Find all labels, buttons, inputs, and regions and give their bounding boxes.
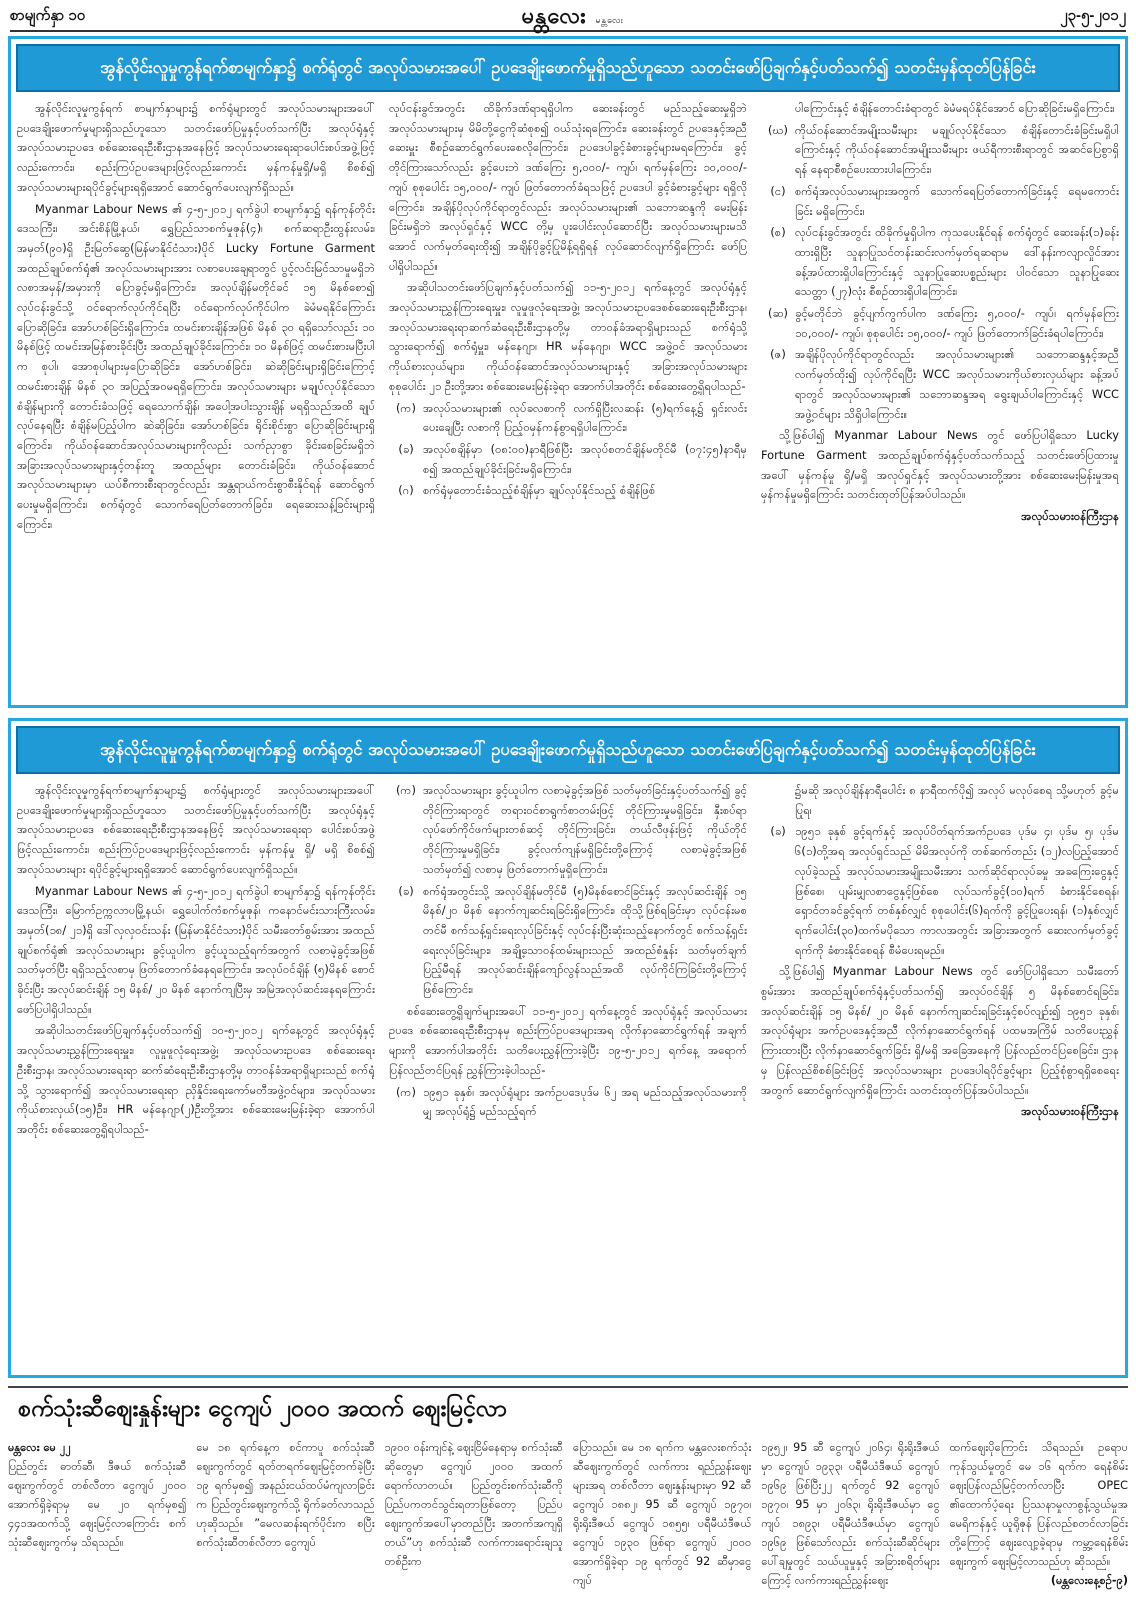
item-label: (က) [395,783,417,797]
article-body [8,1438,1128,1593]
item-text: စက်ရုံအလုပ်သမားများအတွက် သောက်ရေပြတ်တောက်ခြင်းနှင့် ရေမကောင်းခြင်း မရှိကြောင်း၊ [795,183,1119,218]
article-column-1 [8,1438,186,1593]
item-label: (ခ) [770,824,786,839]
instruction-item [761,822,1119,960]
item-text: ၁၉၅၁ ခုနှစ်၊ အလုပ်ရုံများ အက်ဥပဒေပုဒ်မ ၆၂ အရ မည်သည့်အလုပ်သမားကိုမျှ အလုပ်ရုံ၌ မည်သည့်ရက် [423,1084,747,1119]
notice-box-2 [8,718,1128,1378]
finding-item [761,121,1119,180]
finding-item [389,440,747,479]
page-number: စာမျက်နှာ ၁၀ [10,7,86,24]
newspaper-logo [522,1,624,34]
notice-body [17,99,1119,699]
paragraph: Myanmar Labour News ၏ ၄-၅-၂၀၁၂ ရက်ခွဲပါ စာမျက်နှာ၌ ရန်ကုန်တိုင်းဒေသကြီး၊ အင်းစိန်မြို့နယ်၊ ရွှေပြည်သာစက်မှုဇုန်(၄)၊ စက်ဆရာဦးထွန်းလမ်း၊ အမှတ်(၉၀)ရှိ ဦးမြတ်ဆွေ(မြန်မာနိုင်ငံသား)ပိုင် Lucky Fortune Garment အထည်ချုပ်စက်ရုံ၏ အလုပ်သမားများအား လစာပေးချေရာတွင် ပွင့်လင်းမြင်သာမှုမရှိဘဲ လစာအမှန်/အမှားကို ပြောခွင့်မရှိကြောင်း၊ အလုပ်ချိန်မတိုင်ခင် ၁၅ မိနစ်စော၍ လုပ်ငန်းခွင်သို့ ဝင်ရောက်လုပ်ကိုင်ရပြီး ဝင်ရောက်လုပ်ကိုင်ပါက ခဲမံမရနိုင်ကြောင်း ပြောဆိုခြင်း၊ အော်ဟစ်ခြင်းရှိကြောင်း၊ ထမင်းစားချိန်အဖြစ် မိနစ် ၃၀ ရရှိသော်လည်း ၁၀ မိနစ်ဖြင့် ထမင်းအမြန်စားခိုင်းပြီး အထည်ချုပ်ခိုင်းကြောင်း၊ ၁၀ မိနစ်ဖြင့် ထမင်းစားမပြီးပါက စုပါ၊ အောစုပါများမှပြောဆိုခြင်း၊ အော်ဟစ်ခြင်း၊ ဆဲဆိုခြင်းများရှိခြင်းကြောင့် ထမင်းစားချိန် မိနစ် ၃၀ အပြည့်အဝမရရှိကြောင်း၊ အလုပ်သမားများ မချုပ်လုပ်နိုင်သောစံချိန်များကို တောင်းခံသဖြင့် ရေသောက်ချိန်၊ အပေါ့အပါးသွားချိန် မရရှိသည်အထိ ချုပ်လုပ်နေရပြီး စံချိန်မပြည့်ပါက ဆဲဆိုခြင်း၊ အော်ဟစ်ခြင်း၊ ရိုင်းစိုင်းစွာ ပြောဆိုခြင်းများရှိကြောင်း၊ ကိုယ်ဝန်ဆောင်အလုပ်သမားများကိုလည်း သက်ညှာစွာ ခိုင်းစေခြင်းမရှိဘဲ အခြားအလုပ်သမားများနှင့်တန်းတူ အထည်များ တောင်းခံခြင်း၊ ကိုယ်ဝန်ဆောင်အလုပ်သမားများမှာ ယပ်စီကားစီးရာတွင်လည်း အန္တရာယ်ကင်းစွာစီးနိုင်ရန် ဆောင်ရွက်ပေးမှုမရှိကြောင်း၊ စက်ရုံတွင် သောက်ရေပြတ်တောက်ခြင်း၊ ရေဆေးသန့်ခြင်းများရှိကြောင်း၊ [17,201,375,531]
item-text: စက်ရုံမှတောင်းခံသည့်စံချိန်မှာ ချုပ်လုပ်နိုင်သည့် စံချိန်ဖြစ် [423,483,656,498]
finding-item [389,399,747,438]
paragraph: ၁၉၀၀ ဝန်းကျင်နဲ့ ဈေးငြိမ်နေရာမှ စက်သုံးဆီဆိုတွေမှာ ငွေကျပ် ၂၀၀၀ အထက် ရောက်လာတယ်။ ပြည်တွင်းစက်သုံးဆီကို ပြည်ပကတင်သွင်းရတာဖြစ်တော့ ပြည်ပဈေးကွက်အပေါ်မှာတည်ပြီး အတက်အကျရှိတယ်”ဟု စက်သုံးဆီ လက်ကားရောင်းချသူတစ်ဦးက [384,1441,563,1568]
paragraph: စစ်ဆေးတွေ့ရှိချက်များအပေါ် ၁၁-၅-၂၀၁၂ ရက်နေ့တွင် အလုပ်ရုံနှင့် အလုပ်သမားဥပဒေ စစ်ဆေးရေးဦးစီးဌာနမှ စည်းကြပ်ဥပဒေများအရ လိုက်နာဆောင်ရွက်ရန် အချက်များကို အောက်ပါအတိုင်း သတိပေးညွှန်ကြားခဲ့ပြီး ၁၉-၅-၂၀၁၂ ရက်နေ့ အရောက် ပြန်လည်တင်ပြရန် ညွှန်ကြားခဲ့ပါသည်- [389,1003,747,1077]
paragraph: သို့ဖြစ်ပါ၍ Myanmar Labour News တွင် ဖော်ပြပါရှိသော သမီးတော်စွမ်းအား အထည်ချုပ်စက်ရုံနှင့်ပတ်သက်၍ အလုပ်ဝင်ချိန် ၅ မိနစ်စောင်ရခြင်း၊ အလုပ်ဆင်းချိန် ၁၅ မိနစ်/ ၂၀ မိနစ် နောက်ကျဆင်းရခြင်းနှင့်စပ်လျဉ်း၍ ၁၉၅၁ ခုနှစ်၊ အလုပ်ရုံများ အက်ဥပဒေနှင့်အညီ လိုက်နာဆောင်ရွက်ရန် ပထမအကြိမ် သတိပေးညွှန်ကြားထားပြီး လိုက်နာဆောင်ရွက်ခြင်း ရှိ/မရှိ အခြေအနေကို ပြန်လည်တင်ပြစေခြင်း၊ ဌာနမှ ပြန်လည်စိစစ်ခြင်းဖြင့် အလုပ်သမားများ ဥပဒေပါရပိုင်ခွင့်များ ပြည့်စုံစွာရရှိစေရေးအတွက် ဆောင်ရွက်လျက်ရှိကြောင်း သတင်းထုတ်ပြန်အပ်ပါသည်။ [761,964,1119,1097]
article-column-2 [196,1438,374,1593]
notice-column-3 [761,99,1119,699]
notice-column-3 [761,781,1119,1369]
item-label: (ဆ) [768,306,788,321]
finding-item [761,345,1119,424]
paragraph: ပြည်တွင်း ဓာတ်ဆီ၊ ဒီဇယ် စက်သုံးဆီဈေးကွက်တွင် တစ်လီတာ ငွေကျပ် ၂၀၀၀ အောက်ရှိခဲ့ရာမှ မေ ၂၀ ရက်မှစ၍ ၄၄၁အထက်သို့ ဈေးမြင့်လာကြောင်း စက်သုံးဆီဈေးကွက်မှ သိရသည်။ [8,1460,187,1549]
paragraph: အွန်လိုင်းလူမှုကွန်ရက်စာမျက်နှာများ၌ စက်ရုံများတွင် အလုပ်သမားများအပေါ် ဥပဒေချိုးဖောက်မှုများရှိသည်ဟူသော သတင်းဖော်ပြမှုနှင့်ပတ်သက်ပြီး အလုပ်ရုံနှင့် အလုပ်သမားဥပဒေ စစ်ဆေးရေးဦးစီးဌာနအနေဖြင့် အလုပ်သမားရေးရာ ပေါင်းစပ်အဖွဲ့ဖြင့်လည်းကောင်း၊ စည်းကြပ်ဥပဒေများဖြင့်လည်းကောင်း မှန်ကန်မှု ရှိ/ မရှိ စိစစ်၍ အလုပ်သမားများ ရပိုင်ခွင့်များရရှိအောင် ဆောင်ရွက်ပေးလျက်ရှိသည်။ [17,783,375,876]
item-label: (က) [395,400,417,415]
item-text: အလုပ်စချိန်မှာ (၀၈:၀၀)နာရီဖြစ်ပြီး အလုပ်စတင်ချိန်မတိုင်မီ (၀၇:၄၅)နာရီမှစ၍ အထည်ချုပ်ခိုင်းခြင်းမရှိကြောင်း၊ [423,441,747,476]
finding-item [389,882,747,1000]
finding-item-continued [761,99,1119,119]
logo-text: မန္တလေး [521,2,587,29]
item-text: အလုပ်သမားများ၏ လုပ်ခလစာကို လက်ရှိပြီးလဆန်း (၅)ရက်နေ့၌ ရှင်းလင်းပေးချေပြီး လစာကို ပြည့်ဝမှန်ကန်စွာရရှိပါကြောင်း၊ [423,400,747,435]
item-text: ၁၉၅၁ ခုနှစ် ခွင့်ရက်နှင့် အလုပ်ပိတ်ရက်အက်ဥပဒေ ပုဒ်မ ၄၊ ပုဒ်မ ၅၊ ပုဒ်မ ၆(၁)တို့အရ အလုပ်ရှင်သည် မိမိအလုပ်ကို တစ်ဆက်တည်း (၁၂)လပြည့်အောင် လုပ်ခဲ့သည့် အလုပ်သမားအမျိုးသမီးအား သက်ဆိုင်ရာလုပ်ခမှု အခကြေးငွေနှင့်ဖြစ်စေ၊ ပျမ်းမျှလစာငွေနှင့်ဖြစ်စေ လုပ်သက်ခွင့်(၁၀)ရက် ခံစားနိုင်စေရန်၊ ရှောင်တခင်ခွင့်ရက် တစ်နှစ်လျှင် စုစုပေါင်း(၆)ရက်ကို ခွင့်ပြုပေးရန်၊ (၁)နှစ်လျှင် ရက်ပေါင်း(၃၀)ထက်မပိုသော ကာလအတွင်း အခြားအတွက် ဆေးလက်မှတ်ခွင့်ရက်ကို ခံစားနိုင်စေရန် စီမံပေးရမည်။ [795,824,1119,957]
logo-subtitle: မန္တလေး [595,15,624,26]
item-text: လုပ်ငန်းခွင်အတွင်း ထိခိုက်မှုရှိပါက ကုသပေးနိုင်ရန် စက်ရုံတွင် ဆေးခန်း(၁)ခန်း ထားရှိပြီး သူနာပြုသင်တန်းဆင်းလက်မှတ်ရဆရာမ ဒေါ်နန်းကလျာလှိုင်အား ခန့်အပ်ထားရှိပါကြောင်းနှင့် သူနာပြုဆေးပစ္စည်းများ ပါဝင်သော သူနာပြုဆေးသေတ္တာ (၂၇)လုံး စီစဉ်ထားရှိပါကြောင်း၊ [795,225,1119,299]
instruction-item-continued [761,781,1119,820]
item-label: (က) [395,1084,417,1099]
notice-title: အွန်လိုင်းလူမှုကွန်ရက်စာမျက်နှာ၌ စက်ရုံတွင် အလုပ်သမားအပေါ် ဥပဒေချိုးဖောက်မှုရှိသည်ဟူသော သတင်းဖော်ပြချက်နှင့်ပတ်သက်၍ သတင်းမှန်ထုတ်ပြန်ခြင်း [16,44,1120,92]
item-label: (ခ) [398,441,414,456]
item-text: ပါကြောင်းနှင့် စံချိန်တောင်းခံရာတွင် ခဲမံမရပ်နိုင်အောင် ပြောဆိုခြင်းမရှိကြောင်း၊ [795,101,1115,115]
finding-item [761,182,1119,221]
notice-column-2 [389,99,747,699]
item-label: (ဇ) [770,347,786,362]
paragraph: သို့ဖြစ်ပါ၍ Myanmar Labour News တွင် ဖော်ပြပါရှိသော Lucky Fortune Garment အထည်ချုပ်စက်ရုံနှင့်ပတ်သက်သည့် သတင်းဖော်ပြထားမှုအပေါ် မှန်ကန်မှု ရှိ/မရှိ အလုပ်ရှင်နှင့် အလုပ်သမားတို့အား စစ်ဆေးမေးမြန်းမှုအရ မှန်ကန်မှုမရှိကြောင်း သတင်းထုတ်ပြန်အပ်ပါသည်။ [761,428,1119,502]
article-column-5 [761,1438,939,1593]
article-column-4 [573,1438,751,1593]
article-column-3 [385,1438,563,1593]
instruction-item [389,1083,747,1122]
finding-item [761,223,1119,302]
notice-box-1 [8,36,1128,708]
item-text: ၌မဆို အလုပ်ချိန်နာရီပေါင်း ၈ နာရီထက်ပို၍ အလုပ် မလုပ်စေရ သို့မဟုတ် ခွင့်မပြုရ၊ [795,783,1119,817]
signature: အလုပ်သမားဝန်ကြီးဌာန [1021,1104,1119,1119]
paragraph: ၁၉၅၂၊ 95 ဆီ ငွေကျပ် ၂၀၆၄၊ ရိုးရိုးဒီဇယ်မှာ ငွေကျပ် ၁၉၃၃၊ ပရီမီယံဒီဇယ် ငွေကျပ် ၁၉၆၉ ဖြစ်ပြီး၂၂ ရက်တွင် 92 ငွေကျပ် ၁၉၇၀၊ 95 မှာ ၂၀၆၃၊ ရိုးရိုးဒီဇယ်မှာ ငွေကျပ် ၁၈၉၃၊ ပရီမီယံဒီဇယ်မှာ ငွေကျပ် ၁၉၆၉ ဖြစ်သော်လည်း စက်သုံးဆီဆိုင်များပေါ်ချမှုတွင် သယ်ယူမှုနှင့် အခြားစရိတ်များကြောင့် လက်ကားရည်ညွှန်းဈေး [761,1441,940,1587]
article-headline: စက်သုံးဆီဈေးနှုန်းများ ငွေကျပ် ၂၀၀၀ အထက် ဈေးမြင့်လာ [18,1395,508,1422]
item-text: အချိန်ပိုလုပ်ကိုင်ရာတွင်လည်း အလုပ်သမားများ၏ သဘောဆန္ဒနှင့်အညီ လက်မှတ်ထိုး၍ လုပ်ကိုင်ရပြီး WCC အလုပ်သမားကိုယ်စားလှယ်များ ခန့်အပ်ရာတွင် အလုပ်သမားများ၏ သဘောဆန္ဒအရ ရွေးချယ်ပါကြောင်းနှင့် WCC အဖွဲ့ဝင်များ သိရှိပါကြောင်း။ [795,347,1119,421]
paragraph: အဆိုပါသတင်းဖော်ပြချက်နှင့်ပတ်သက်၍ ၁၁-၅-၂၀၁၂ ရက်နေ့တွင် အလုပ်ရုံနှင့် အလုပ်သမားညွှန်ကြားရေးမှူး၊ လူမှုဖူလုံရေးအဖွဲ့၊ အလုပ်သမားဥပဒေစစ်ဆေးရေးဦးစီးဌာန၊ အလုပ်သမားရေးရာဆက်ဆံရေးဦးစီးဌာနတို့မှ တာဝန်ခံအရာရှိများသည် စက်ရုံသို့သွားရောက်၍ စက်ရုံမှူး၊ မန်နေဂျာ၊ HR မန်နေဂျာ၊ WCC အဖွဲ့ဝင် အလုပ်သမားကိုယ်စားလှယ်များ၊ ကိုယ်ဝန်ဆောင်အလုပ်သမားများနှင့် အခြားအလုပ်သမားများ စုစုပေါင်း ၂၁ ဦးတို့အား စစ်ဆေးမေးမြန်းခဲ့ရာ အောက်ပါအတိုင်း စစ်ဆေးတွေ့ရှိရပါသည်- [389,280,747,393]
paragraph: ပြောသည်။ မေ ၁၈ ရက်က မန္တလေးစက်သုံးဆီဈေးကွက်တွင် လက်ကား ရည်ညွှန်းဈေးများအရ တစ်လီတာ ဈေးနှုန်းများမှာ 92 ဆီ ငွေကျပ် ၁၈၈၂၊ 95 ဆီ ငွေကျပ် ၁၉၇၀၊ ရိုးရိုးဒီဇယ် ငွေကျပ် ၁၈၅၅၊ ပရီမီယံဒီဇယ် ငွေကျပ် ၁၉၃၀ ဖြစ်ရာ ငွေကျပ် ၂၀၀၀ အောက်ရှိခဲ့ရာ ၁၉ ရက်တွင် 92 ဆီမှာငွေကျပ် [572,1441,752,1587]
item-text: စက်ရုံအတွင်းသို့ အလုပ်ချိန်မတိုင်မီ (၅)မိနစ်စောင်ခြင်းနှင့် အလုပ်ဆင်းချိန် ၁၅ မိနစ်/၂၀ မိနစ် နောက်ကျဆင်းရခြင်းရှိကြောင်း၊ ထိုသို့ဖြစ်ရခြင်းမှာ လုပ်ငန်းမစတင်မီ စက်သန့်ရှင်းရေးလုပ်ခြင်းနှင့် လုပ်ငန်းပြီးဆုံးသည့်နောက်တွင် စက်သန့်ရှင်းရေးလုပ်ခြင်းများ၊ အချို့သောဝန်ထမ်းများသည် အထည်စံနှုန်း သတ်မှတ်ချက်ပြည့်မီရန် အလုပ်ဆင်းချိန်ကျော်လွန်သည်အထိ လုပ်ကိုင်ကြခြင်းတို့ကြောင့်ဖြစ်ကြောင်း၊ [423,883,747,997]
finding-item [389,781,747,880]
item-label: (စ) [770,225,786,240]
notice-body [17,781,1119,1369]
item-text: အလုပ်သမားများ ခွင့်ယူပါက လစာမဲ့ခွင့်အဖြစ် သတ်မှတ်ခြင်းနှင့်ပတ်သက်၍ ခွင့်တိုင်ကြားရာတွင် တရားဝင်စာရွက်စာတမ်းဖြင့် တိုင်ကြားမှုမရှိခြင်း၊ နှီးစပ်ရာလုပ်ဖော်ကိုင်ဖက်များတစ်ဆင့် တိုင်ကြားခြင်း၊ တယ်လီဖုန်းဖြင့် ကိုယ်တိုင်တိုင်ကြားမှုမရှိခြင်း၊ ခွင့်လက်ကျန်မရှိခြင်းတို့ကြောင့် လစာမဲ့ခွင့်အဖြစ် သတ်မှတ်၍ လစာမှ ဖြတ်တောက်မှုရှိကြောင်း၊ [423,783,747,876]
signature: အလုပ်သမားဝန်ကြီးဌာန [1021,509,1119,524]
paragraph: အွန်လိုင်းလူမှုကွန်ရက် စာမျက်နှာများ၌ စက်ရုံများတွင် အလုပ်သမားများအပေါ် ဥပဒေချိုးဖောက်မှုများရှိသည်ဟူသော သတင်းဖော်ပြမှုနှင့်ပတ်သက်ပြီး အလုပ်ရုံနှင့်အလုပ်သမားဥပဒေ စစ်ဆေးရေးဦးစီးဌာနအနေဖြင့် အလုပ်သမားရေးရာပေါင်းစပ်အဖွဲ့ဖြင့်လည်းကောင်း၊ စည်းကြပ်ဥပဒေများဖြင့်လည်းကောင်း မှန်ကန်မှုရှိ/မရှိ စိစစ်၍ အလုပ်သမားများရပိုင်ခွင့်များရရှိအောင် ဆောင်ရွက်ပေးလျက်ရှိသည်။ [17,101,375,194]
article-column-6 [950,1438,1128,1593]
article-credit: (မန္တလေးနေ့စဉ်-၉) [1050,1574,1128,1587]
item-text: ကိုယ်ဝန်ဆောင်အမျိုးသမီးများ မချုပ်လုပ်နိုင်သော စံချိန်တောင်းခံခြင်းမရှိပါကြောင်းနှင့် ကိုယ်ဝန်ဆောင်အမျိုးသမီးများ ဖယ်ရီကားစီးရာတွင် အဆင်ပြေစွာရှိရန် နေရာစီစဉ်ပေးထားပါကြောင်း၊ [795,122,1119,177]
article-dateline: မန္တလေး မေ ၂၂ [8,1441,71,1454]
notice-column-1 [17,781,375,1369]
notice-title: အွန်လိုင်းလူမှုကွန်ရက်စာမျက်နှာ၌ စက်ရုံတွင် အလုပ်သမားအပေါ် ဥပဒေချိုးဖောက်မှုရှိသည်ဟူသော သတင်းဖော်ပြချက်နှင့်ပတ်သက်၍ သတင်းမှန်ထုတ်ပြန်ခြင်း [16,726,1120,774]
item-label: (င) [770,183,786,198]
finding-item [761,304,1119,343]
paragraph: လုပ်ငန်းခွင်အတွင်း ထိခိုက်ဒဏ်ရာရရှိပါက ဆေးခန်းတွင် မည်သည့်ဆေးမှုရှိဘဲ အလုပ်သမားများမှ မိမိတို့ငွေကိုဆံစုစ၍ ဝယ်သုံးရကြောင်း၊ ဆေးခန်းတွင် ဥပဒေနှင့်အညီ ဆေးမှူး စီစဉ်ဆောင်ရွက်ပေးစေလိုကြောင်း၊ ဥပဒေပါခွင့်ခံစားခွင့်များမရကြောင်း၊ ခွင့်တိုင်ကြားသော်လည်း ခွင့်ပေးဘဲ ဒဏ်ကြေး ၅,၀၀၀/- ကျပ်၊ ရက်မှန်ကြေး ၁၀,၀၀၀/- ကျပ် စုစုပေါင်း ၁၅,၀၀၀/- ကျပ် ဖြတ်တောက်ခံရသဖြင့် ဥပဒေပါ ခွင့်ခံစားခွင့်များ ရရှိလိုကြောင်း၊ အချိန်ပိုလုပ်ကိုင်ရာတွင်လည်း အလုပ်သမားများ၏ သဘောဆန္ဒကို မေးမြန်းခြင်းမရှိဘဲ အလုပ်ရှင်နှင့် WCC တို့မှ ပူးပေါင်းလုပ်ဆောင်ပြီး အလုပ်သမားများမသိအောင် လက်မှတ်ရေးထိုး၍ အချိန်ပိုခွင့်ပြုမိန့်ရရှိရန် လုပ်ဆောင်လျက်ရှိကြောင်း ဖော်ပြပါရှိပါသည်။ [389,101,747,273]
paragraph: Myanmar Labour News ၏ ၄-၅-၂၀၁၂ ရက်ခွဲပါ စာမျက်နှာ၌ ရန်ကုန်တိုင်းဒေသကြီး၊ မြောက်ဥက္ကလာပမြို့နယ်၊ ရွှေပေါက်ကံစက်မှုဇုန်၊ ကနောင်မင်းသားကြီးလမ်း၊ အမှတ်(၁၈/ ၂၁)ရှိ ဒေါ်လှလှဝင်းသန်း (မြန်မာနိုင်ငံသား)ပိုင် သမီးတော်စွမ်းအား အထည်ချုပ်စက်ရုံ၏ အလုပ်သမားများ ခွင့်ယူပါက ခွင့်ယူသည့်ရက်အတွက် လစာမဲ့ခွင့်အဖြစ် သတ်မှတ်ပြီး ရရှိသည့်လစာမှ ဖြတ်တောက်ခံနေရကြောင်း၊ အလုပ်ဝင်ချိန် (၅)မိနစ် စောင်ခိုင်းပြီး အလုပ်ဆင်းချိန် ၁၅ မိနစ်/ ၂၀ မိနစ် နောက်ကျပြီးမှ အမြဲအလုပ်ဆင်းနေရကြောင်း ဖော်ပြပါရှိပါသည်။ [17,883,375,1016]
paragraph: ထက်ဈေးပိုကြောင်း သိရသည်။ ဥရောပကုန်သွယ်မှုတွင် မေ ၁၆ ရက်က ရေနံစိမ်းဈေးပြန်လည်မြင့်တက်လာပြီး OPEC ၏ထောက်ပံ့ရေး ပြဿနာမှုလာစွန့်သွယ်မှုအမေရိကန်နှင့် ယူရိုဇုန် ပြန်လည်စတင်လာခြင်းတို့ကြောင့် ဈေးလျော့ခဲ့ရာမှ ကမ္ဘာ့ရေနံစိမ်းဈေးကွက် ဈေးမြင့်လာသည်ဟု ဆိုသည်။ [949,1441,1128,1568]
item-label: (ဃ) [767,122,788,137]
masthead [10,4,1126,32]
finding-item [389,481,747,501]
paragraph: အဆိုပါသတင်းဖော်ပြချက်နှင့်ပတ်သက်၍ ၁၀-၅-၂၀၁၂ ရက်နေ့တွင် အလုပ်ရုံနှင့် အလုပ်သမားညွှန်ကြားရေးမှူး၊ လူမှုဖူလုံရေးအဖွဲ့၊ အလုပ်သမားဥပဒေ စစ်ဆေးရေးဦးစီးဌာန၊ အလုပ်သမားရေးရာ ဆက်ဆံရေးဦးစီးဌာနတို့မှ တာဝန်ခံအရာရှိများသည် စက်ရုံသို့ သွားရောက်၍ အလုပ်သမားရေးရာ ညှိနှိုင်းရေးကော်မတီအဖွဲ့ဝင်များ၊ အလုပ်သမားကိုယ်စားလှယ်(၁၅)ဦး၊ HR မန်နေဂျာ(၂)ဦးတို့အား စစ်ဆေးမေးမြန်းခဲ့ရာ အောက်ပါအတိုင်း စစ်ဆေးတွေ့ရှိရပါသည်- [17,1023,375,1136]
notice-column-1 [17,99,375,699]
notice-column-2 [389,781,747,1369]
news-article [8,1386,1128,1593]
item-label: (ဂ) [398,483,414,498]
paragraph: မေ ၁၈ ရက်နေ့က စင်ကာပူ စက်သုံးဆီ ဈေးကွက်တွင် ရတ်တရက်ဈေးမြင့်တက်ခဲ့ပြီး ၁၉ ရက်မှစ၍ အနည်းငယ်ထပ်မံကျလာခြင်းက ပြည်တွင်းဈေးကွက်သို့ ရိုက်ခတ်လာသည်ဟုဆိုသည်။ ”မေလဆန်းရက်ပိုင်းက စပြီး စက်သုံးဆီတစ်လီတာ ငွေကျပ် [196,1441,375,1549]
item-text: ခွင့်မတိုင်ဘဲ ခွင့်ပျက်ကွက်ပါက ဒဏ်ကြေး ၅,၀၀၀/- ကျပ်၊ ရက်မှန်ကြေး ၁၀,၀၀၀/- ကျပ်၊ စုစုပေါင်း ၁၅,၀၀၀/- ကျပ် ဖြတ်တောက်ခြင်းခံရပါကြောင်း၊ [795,306,1119,340]
issue-date: ၂၃-၅-၂၀၁၂ [1060,7,1126,24]
item-label: (ခ) [398,883,414,898]
